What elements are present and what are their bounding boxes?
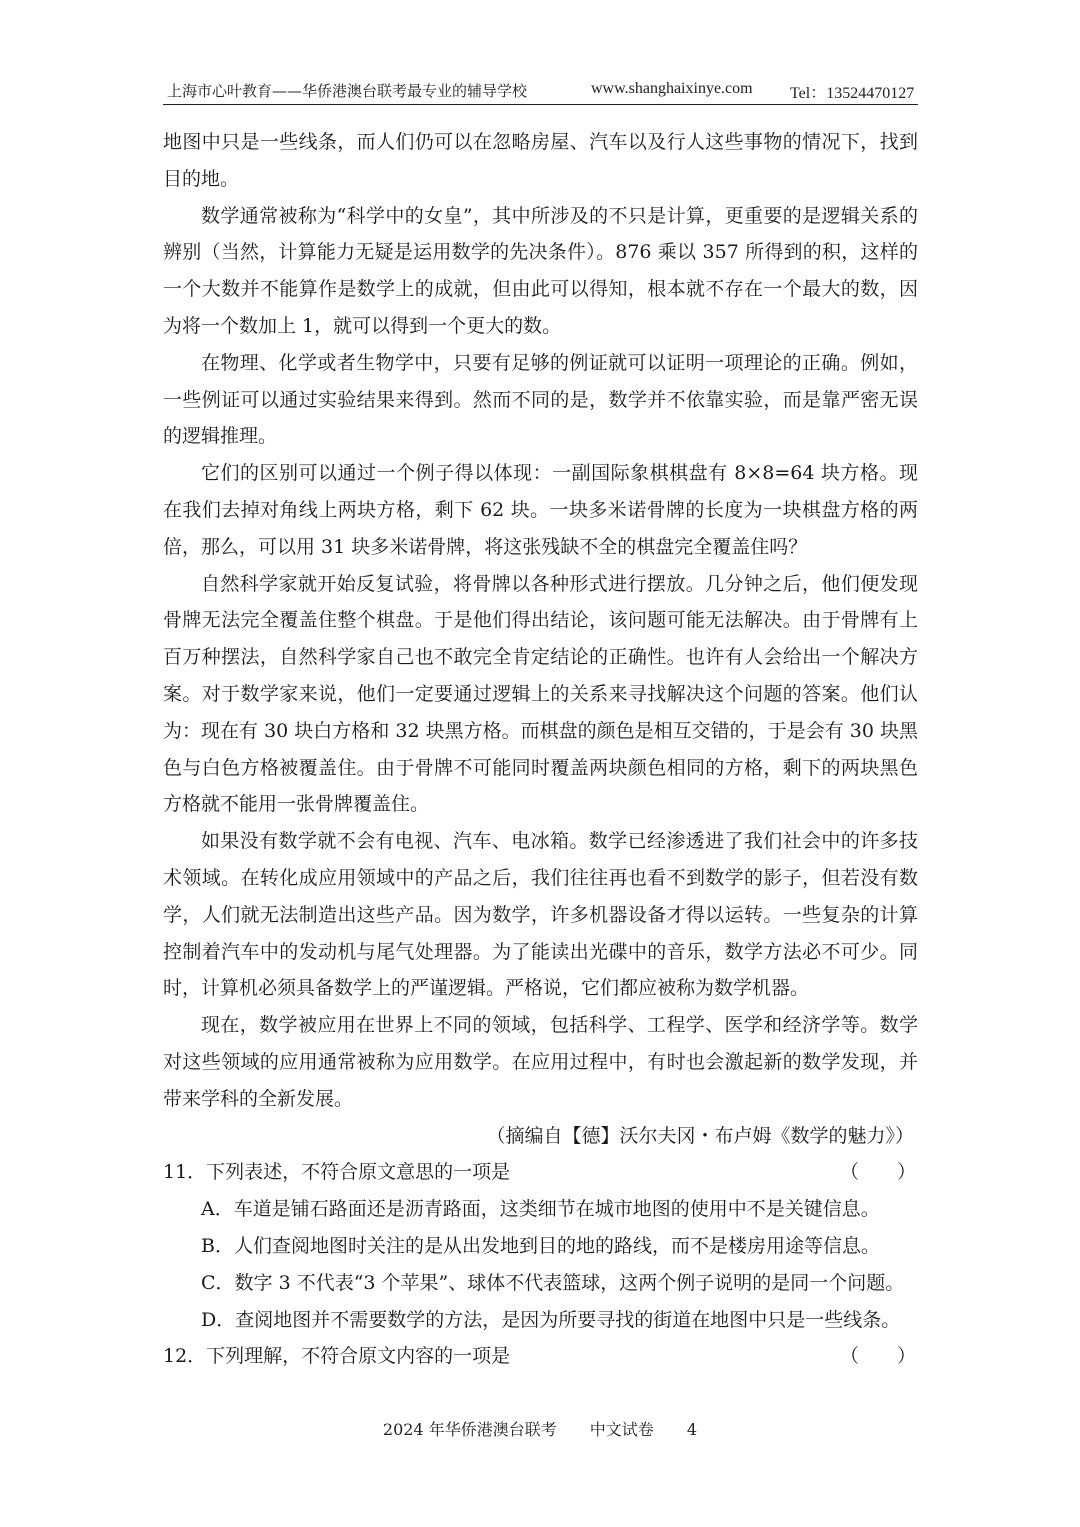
paragraph: 地图中只是一些线条，而人们仍可以在忽略房屋、汽车以及行人这些事物的情况下，找到目的地。 — [163, 131, 918, 190]
header-website: www.shanghaixinye.com — [591, 80, 753, 97]
paragraph: 在物理、化学或者生物学中，只要有足够的例证就可以证明一项理论的正确。例如，一些例证可以通过实验结果来得到。然而不同的是，数学并不依靠实验，而是靠严密无误的逻辑推理。 — [163, 351, 918, 448]
footer-page-number: 4 — [686, 1420, 698, 1439]
page-footer — [0, 1417, 1080, 1440]
header-telephone: Tel：13524470127 — [790, 85, 915, 102]
footer-exam-name: 2024 年华侨港澳台联考 — [382, 1420, 557, 1439]
option-d: D．查阅地图并不需要数学的方法，是因为所要寻找的街道在地图中只是一些线条。 — [201, 1308, 901, 1331]
paragraph: 它们的区别可以通过一个例子得以体现：一副国际象棋棋盘有 8×8=64 块方格。现在我们去掉对角线上两块方格，剩下 62 块。一块多米诺骨牌的长度为一块棋盘方格的两倍，那么，可以用 31 块多米诺骨牌，将这张残缺不全的棋盘完全覆盖住吗？ — [163, 462, 918, 558]
paragraph: 现在，数学被应用在世界上不同的领域，包括科学、工程学、医学和经济学等。数学对这些领域的应用通常被称为应用数学。在应用过程中，有时也会激起新的数学发现，并带来学科的全新发展。 — [163, 1014, 918, 1110]
option-c: C．数字 3 不代表“3 个苹果”、球体不代表篮球，这两个例子说明的是同一个问题。 — [201, 1271, 905, 1294]
paragraph: 自然科学家就开始反复试验，将骨牌以各种形式进行摆放。几分钟之后，他们便发现骨牌无法完全覆盖住整个棋盘。于是他们得出结论，该问题可能无法解决。由于骨牌有上百万种摆法，自然科学家自己也不敢完全肯定结论的正确性。也许有人会给出一个解决方案。对于数学家来说，他们一定要通过逻辑上的关系来寻找解决这个问题的答案。他们认为：现在有 30 块白方格和 32 块黑方格。而棋盘的颜色是相互交错的，于是会有 30 块黑色与白色方格被覆盖住。由于骨牌不可能同时覆盖两块颜色相同的方格，剩下的两块黑色方格就不能用一张骨牌覆盖住。 — [163, 572, 918, 816]
answer-blank: （ ） — [839, 1345, 916, 1368]
option-b: B．人们查阅地图时关注的是从出发地到目的地的路线，而不是楼房用途等信息。 — [201, 1234, 880, 1257]
page-header — [163, 78, 918, 105]
question-stem: 12．下列理解，不符合原文内容的一项是 — [163, 1345, 511, 1368]
paragraph: 如果没有数学就不会有电视、汽车、电冰箱。数学已经渗透进了我们社会中的许多技术领域。在转化成应用领域中的产品之后，我们往往再也看不到数学的影子，但若没有数学，人们就无法制造出这些产品。因为数学，许多机器设备才得以运转。一些复杂的计算控制着汽车中的发动机与尾气处理器。为了能读出光碟中的音乐，数学方法必不可少。同时，计算机必须具备数学上的严谨逻辑。严格说，它们都应被称为数学机器。 — [163, 830, 918, 1000]
question-11 — [163, 1154, 918, 1191]
article-source: （摘编自【德】沃尔夫冈・布卢姆《数学的魅力》） — [486, 1124, 914, 1147]
article-body — [163, 124, 918, 1375]
question-12 — [163, 1338, 918, 1375]
question-stem: 11．下列表述，不符合原文意思的一项是 — [163, 1161, 511, 1184]
footer-subject: 中文试卷 — [589, 1420, 654, 1439]
paragraph: 数学通常被称为“科学中的女皇”，其中所涉及的不只是计算，更重要的是逻辑关系的辨别（当然，计算能力无疑是运用数学的先决条件）。876 乘以 357 所得到的积，这样的一个大数并不能算作是数学上的成就，但由此可以得知，根本就不存在一个最大的数，因为将一个数加上 1，就可以得到一个更大的数。 — [163, 204, 918, 337]
header-school-name: 上海市心叶教育——华侨港澳台联考最专业的辅导学校 — [167, 82, 528, 100]
answer-blank: （ ） — [839, 1161, 916, 1184]
option-a: A．车道是铺石路面还是沥青路面，这类细节在城市地图的使用中不是关键信息。 — [201, 1198, 880, 1221]
